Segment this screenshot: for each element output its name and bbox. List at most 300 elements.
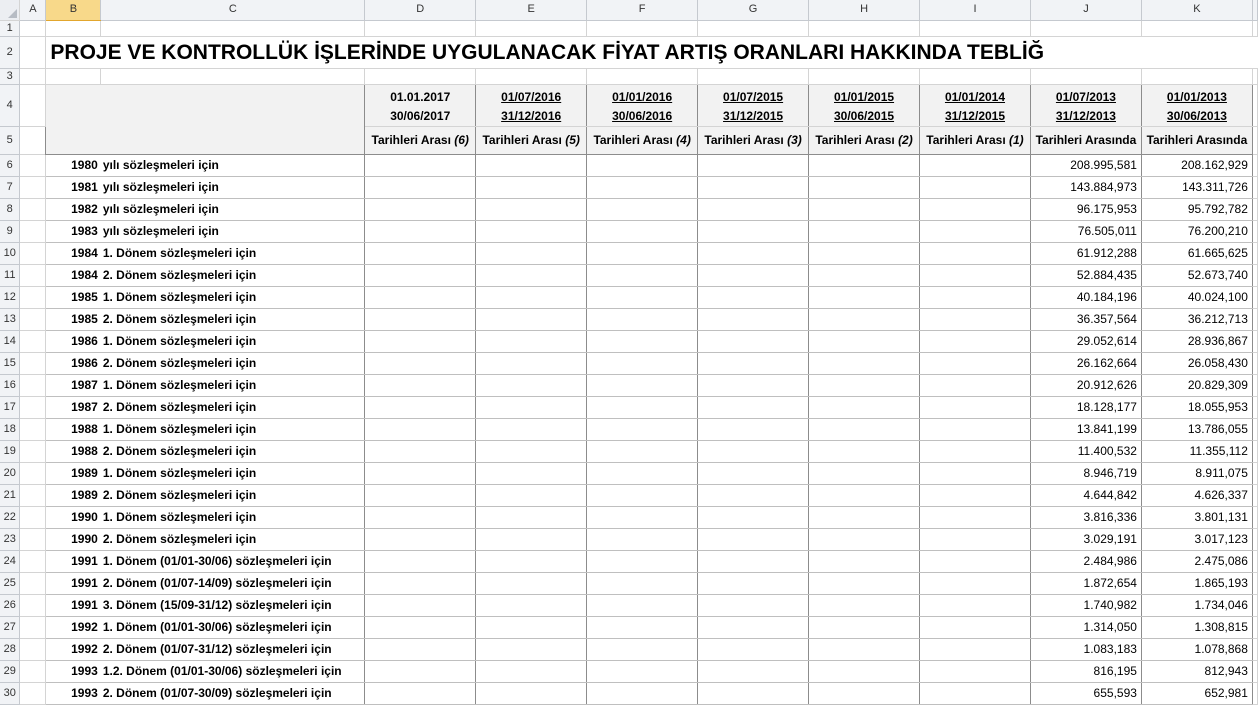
cell-value-j[interactable]: 8.946,719 (1030, 462, 1141, 484)
cell-empty-value[interactable] (698, 198, 809, 220)
cell-value-j[interactable]: 61.912,288 (1030, 242, 1141, 264)
cell-value-k[interactable]: 3.801,131 (1141, 506, 1252, 528)
row-header-22[interactable]: 22 (0, 506, 20, 528)
cell-blank[interactable] (809, 68, 920, 84)
cell-a[interactable] (20, 242, 46, 264)
cell-empty-value[interactable] (365, 506, 476, 528)
cell-empty-value[interactable] (587, 550, 698, 572)
cell-value-k[interactable]: 40.024,100 (1141, 286, 1252, 308)
cell-empty-value[interactable] (587, 572, 698, 594)
cell-empty-value[interactable] (809, 572, 920, 594)
select-all-corner[interactable] (0, 0, 20, 20)
cell-empty-value[interactable] (920, 396, 1031, 418)
cell-description[interactable]: 1. Dönem sözleşmeleri için (101, 374, 365, 396)
header-period-label-2[interactable] (476, 126, 587, 154)
cell-empty-value[interactable] (476, 506, 587, 528)
cell-description[interactable]: yılı sözleşmeleri için (101, 154, 365, 176)
header-period-label-4[interactable] (698, 126, 809, 154)
cell-empty-value[interactable] (365, 198, 476, 220)
cell-empty-value[interactable] (587, 638, 698, 660)
cell-description[interactable]: 1. Dönem sözleşmeleri için (101, 462, 365, 484)
row-header-7[interactable]: 7 (0, 176, 20, 198)
cell-empty-value[interactable] (365, 176, 476, 198)
cell-empty-value[interactable] (809, 550, 920, 572)
cell-blank[interactable] (920, 20, 1031, 36)
cell-value-k[interactable]: 208.162,929 (1141, 154, 1252, 176)
cell-value-k[interactable]: 143.311,726 (1141, 176, 1252, 198)
cell-empty-value[interactable] (698, 176, 809, 198)
cell-empty-value[interactable] (809, 660, 920, 682)
cell-empty-value[interactable] (809, 616, 920, 638)
cell-empty-value[interactable] (698, 572, 809, 594)
cell-empty-value[interactable] (920, 484, 1031, 506)
cell-empty-value[interactable] (920, 638, 1031, 660)
cell-empty-value[interactable] (587, 396, 698, 418)
cell-empty-value[interactable] (365, 330, 476, 352)
cell-empty-value[interactable] (476, 616, 587, 638)
cell-value-j[interactable]: 20.912,626 (1030, 374, 1141, 396)
cell-empty-value[interactable] (365, 572, 476, 594)
cell-empty-value[interactable] (365, 220, 476, 242)
cell-value-j[interactable]: 11.400,532 (1030, 440, 1141, 462)
column-header-h[interactable]: H (809, 0, 920, 20)
cell-empty-value[interactable] (365, 352, 476, 374)
cell-description[interactable]: 1. Dönem (01/01-30/06) sözleşmeleri için (101, 550, 365, 572)
cell-a2[interactable] (20, 36, 46, 68)
cell-empty-value[interactable] (476, 638, 587, 660)
row-header-14[interactable]: 14 (0, 330, 20, 352)
column-header-e[interactable]: E (476, 0, 587, 20)
cell-empty-value[interactable] (365, 594, 476, 616)
cell-value-j[interactable]: 208.995,581 (1030, 154, 1141, 176)
row-header-9[interactable]: 9 (0, 220, 20, 242)
cell-empty-value[interactable] (587, 616, 698, 638)
cell-year[interactable]: 1991 (46, 550, 101, 572)
cell-empty-value[interactable] (920, 550, 1031, 572)
column-header-b[interactable]: B (46, 0, 101, 20)
cell-empty-value[interactable] (365, 374, 476, 396)
cell-empty-value[interactable] (476, 220, 587, 242)
cell-empty-value[interactable] (365, 154, 476, 176)
cell-a[interactable] (20, 176, 46, 198)
cell-empty-value[interactable] (698, 220, 809, 242)
cell-empty-value[interactable] (809, 198, 920, 220)
cell-description[interactable]: yılı sözleşmeleri için (101, 198, 365, 220)
cell-description[interactable]: yılı sözleşmeleri için (101, 176, 365, 198)
cell-a[interactable] (20, 616, 46, 638)
cell-a[interactable] (20, 264, 46, 286)
cell-description[interactable]: 1. Dönem sözleşmeleri için (101, 418, 365, 440)
cell-empty-value[interactable] (365, 462, 476, 484)
row-header-29[interactable]: 29 (0, 660, 20, 682)
cell-empty-value[interactable] (587, 462, 698, 484)
cell-value-j[interactable]: 13.841,199 (1030, 418, 1141, 440)
cell-year[interactable]: 1980 (46, 154, 101, 176)
cell-empty-value[interactable] (476, 286, 587, 308)
cell-description[interactable]: 2. Dönem (01/07-31/12) sözleşmeleri için (101, 638, 365, 660)
cell-empty-value[interactable] (920, 220, 1031, 242)
cell-empty-value[interactable] (698, 242, 809, 264)
cell-value-k[interactable]: 812,943 (1141, 660, 1252, 682)
cell-empty-value[interactable] (476, 594, 587, 616)
cell-value-j[interactable]: 36.357,564 (1030, 308, 1141, 330)
cell-value-j[interactable]: 96.175,953 (1030, 198, 1141, 220)
cell-value-k[interactable]: 18.055,953 (1141, 396, 1252, 418)
cell-blank[interactable] (1252, 68, 1257, 84)
row-header-19[interactable]: 19 (0, 440, 20, 462)
cell-empty-value[interactable] (587, 506, 698, 528)
header-period-label-6[interactable] (920, 126, 1031, 154)
cell-description[interactable]: yılı sözleşmeleri için (101, 220, 365, 242)
cell-a[interactable] (20, 484, 46, 506)
cell-empty-value[interactable] (698, 308, 809, 330)
cell-empty-value[interactable] (587, 418, 698, 440)
cell-a[interactable] (20, 198, 46, 220)
cell-empty-value[interactable] (698, 330, 809, 352)
sheet-title[interactable]: PROJE VE KONTROLLÜK İŞLERİNDE UYGULANACAK FİYAT ARTIŞ ORANLARI HAKKINDA TEBLİĞ (46, 36, 1258, 68)
cell-description[interactable]: 3. Dönem (15/09-31/12) sözleşmeleri için (101, 594, 365, 616)
cell-empty-value[interactable] (587, 176, 698, 198)
cell-empty-value[interactable] (920, 286, 1031, 308)
header-blank-block[interactable] (46, 84, 365, 154)
cell-value-j[interactable]: 655,593 (1030, 682, 1141, 704)
cell-empty-value[interactable] (698, 616, 809, 638)
cell-blank[interactable] (587, 68, 698, 84)
cell-empty-value[interactable] (476, 374, 587, 396)
cell-value-j[interactable]: 4.644,842 (1030, 484, 1141, 506)
cell-year[interactable]: 1985 (46, 308, 101, 330)
cell-empty-value[interactable] (920, 528, 1031, 550)
cell-year[interactable]: 1987 (46, 396, 101, 418)
cell-value-k[interactable]: 28.936,867 (1141, 330, 1252, 352)
cell-empty-value[interactable] (365, 264, 476, 286)
cell-empty-value[interactable] (587, 220, 698, 242)
cell-description[interactable]: 2. Dönem sözleşmeleri için (101, 440, 365, 462)
row-header-10[interactable]: 10 (0, 242, 20, 264)
cell-value-k[interactable]: 1.734,046 (1141, 594, 1252, 616)
cell-value-j[interactable]: 18.128,177 (1030, 396, 1141, 418)
cell-empty-value[interactable] (698, 462, 809, 484)
cell-empty-value[interactable] (920, 330, 1031, 352)
header-period-label-7[interactable] (1030, 126, 1141, 154)
cell-year[interactable]: 1993 (46, 682, 101, 704)
cell-empty-value[interactable] (920, 176, 1031, 198)
cell-empty-value[interactable] (587, 330, 698, 352)
cell-blank[interactable] (20, 68, 46, 84)
row-header-15[interactable]: 15 (0, 352, 20, 374)
cell-value-j[interactable]: 76.505,011 (1030, 220, 1141, 242)
row-header-17[interactable]: 17 (0, 396, 20, 418)
cell-empty-value[interactable] (698, 682, 809, 704)
cell-a[interactable] (20, 286, 46, 308)
cell-value-j[interactable]: 52.884,435 (1030, 264, 1141, 286)
row-header-26[interactable]: 26 (0, 594, 20, 616)
row-header-11[interactable]: 11 (0, 264, 20, 286)
cell-value-k[interactable]: 1.308,815 (1141, 616, 1252, 638)
cell-empty-value[interactable] (698, 418, 809, 440)
column-header-f[interactable]: F (587, 0, 698, 20)
cell-empty-value[interactable] (920, 594, 1031, 616)
cell-description[interactable]: 1. Dönem (01/01-30/06) sözleşmeleri için (101, 616, 365, 638)
cell-value-k[interactable]: 4.626,337 (1141, 484, 1252, 506)
cell-empty-value[interactable] (920, 660, 1031, 682)
cell-blank[interactable] (1252, 20, 1257, 36)
cell-empty-value[interactable] (587, 264, 698, 286)
header-period-1[interactable] (365, 84, 476, 126)
cell-empty-value[interactable] (698, 638, 809, 660)
cell-year[interactable]: 1992 (46, 638, 101, 660)
cell-a[interactable] (20, 506, 46, 528)
cell-year[interactable]: 1982 (46, 198, 101, 220)
cell-empty-value[interactable] (698, 660, 809, 682)
cell-value-j[interactable]: 143.884,973 (1030, 176, 1141, 198)
cell-empty-value[interactable] (365, 484, 476, 506)
cell-blank[interactable] (46, 20, 101, 36)
cell-empty-value[interactable] (587, 660, 698, 682)
cell-empty-value[interactable] (920, 308, 1031, 330)
cell-empty-value[interactable] (809, 154, 920, 176)
cell-blank[interactable] (1141, 68, 1252, 84)
header-period-7[interactable] (1030, 84, 1141, 126)
cell-empty-value[interactable] (365, 396, 476, 418)
cell-description[interactable]: 1. Dönem sözleşmeleri için (101, 330, 365, 352)
cell-description[interactable]: 2. Dönem sözleşmeleri için (101, 396, 365, 418)
cell-year[interactable]: 1986 (46, 352, 101, 374)
cell-empty-value[interactable] (920, 418, 1031, 440)
header-period-2[interactable] (476, 84, 587, 126)
cell-value-k[interactable]: 2.475,086 (1141, 550, 1252, 572)
header-period-5[interactable] (809, 84, 920, 126)
cell-empty-value[interactable] (920, 242, 1031, 264)
column-header-c[interactable]: C (101, 0, 365, 20)
cell-empty-value[interactable] (809, 242, 920, 264)
cell-empty-value[interactable] (809, 330, 920, 352)
cell-empty-value[interactable] (476, 242, 587, 264)
cell-empty-value[interactable] (587, 308, 698, 330)
cell-value-k[interactable]: 20.829,309 (1141, 374, 1252, 396)
cell-empty-value[interactable] (587, 286, 698, 308)
cell-empty-value[interactable] (809, 308, 920, 330)
cell-value-k[interactable]: 11.355,112 (1141, 440, 1252, 462)
cell-a[interactable] (20, 418, 46, 440)
header-period-label-5[interactable] (809, 126, 920, 154)
cell-empty-value[interactable] (365, 660, 476, 682)
cell-empty-value[interactable] (587, 594, 698, 616)
cell-value-k[interactable]: 52.673,740 (1141, 264, 1252, 286)
cell-year[interactable]: 1990 (46, 506, 101, 528)
cell-empty-value[interactable] (920, 264, 1031, 286)
cell-empty-value[interactable] (476, 308, 587, 330)
cell-empty-value[interactable] (476, 528, 587, 550)
cell-a[interactable] (20, 660, 46, 682)
cell-empty-value[interactable] (809, 440, 920, 462)
cell-empty-value[interactable] (476, 176, 587, 198)
cell-empty-value[interactable] (809, 352, 920, 374)
cell-value-j[interactable]: 3.029,191 (1030, 528, 1141, 550)
cell-empty-value[interactable] (587, 154, 698, 176)
cell-description[interactable]: 2. Dönem (01/07-30/09) sözleşmeleri için (101, 682, 365, 704)
cell-value-j[interactable]: 816,195 (1030, 660, 1141, 682)
cell-value-k[interactable]: 1.865,193 (1141, 572, 1252, 594)
cell-value-k[interactable]: 76.200,210 (1141, 220, 1252, 242)
cell-year[interactable]: 1991 (46, 572, 101, 594)
row-header-20[interactable]: 20 (0, 462, 20, 484)
cell-description[interactable]: 2. Dönem sözleşmeleri için (101, 484, 365, 506)
cell-empty-value[interactable] (476, 550, 587, 572)
cell-value-j[interactable]: 1.314,050 (1030, 616, 1141, 638)
cell-blank[interactable] (1030, 20, 1141, 36)
column-header-k[interactable]: K (1141, 0, 1252, 20)
cell-year[interactable]: 1985 (46, 286, 101, 308)
cell-a[interactable] (20, 638, 46, 660)
cell-empty-value[interactable] (920, 616, 1031, 638)
cell-year[interactable]: 1992 (46, 616, 101, 638)
cell-value-k[interactable]: 95.792,782 (1141, 198, 1252, 220)
header-period-label-3[interactable] (587, 126, 698, 154)
cell-blank[interactable] (365, 20, 476, 36)
row-header-30[interactable]: 30 (0, 682, 20, 704)
cell-empty-value[interactable] (809, 418, 920, 440)
cell-year[interactable]: 1991 (46, 594, 101, 616)
cell-a[interactable] (20, 154, 46, 176)
row-header-23[interactable]: 23 (0, 528, 20, 550)
cell-empty-value[interactable] (476, 660, 587, 682)
cell-empty-value[interactable] (365, 550, 476, 572)
row-header-4[interactable]: 4 (0, 84, 20, 126)
cell-description[interactable]: 1. Dönem sözleşmeleri için (101, 286, 365, 308)
header-period-3[interactable] (587, 84, 698, 126)
cell-blank[interactable] (46, 68, 101, 84)
cell-empty-value[interactable] (698, 550, 809, 572)
cell-empty-value[interactable] (476, 154, 587, 176)
cell-empty-value[interactable] (476, 264, 587, 286)
header-period-6[interactable] (920, 84, 1031, 126)
cell-empty-value[interactable] (365, 440, 476, 462)
cell-empty-value[interactable] (365, 638, 476, 660)
cell-empty-value[interactable] (920, 440, 1031, 462)
cell-empty-value[interactable] (698, 396, 809, 418)
cell-empty-value[interactable] (476, 484, 587, 506)
cell-description[interactable]: 1.2. Dönem (01/01-30/06) sözleşmeleri için (101, 660, 365, 682)
cell-a[interactable] (20, 330, 46, 352)
cell-empty-value[interactable] (476, 572, 587, 594)
row-header-3[interactable]: 3 (0, 68, 20, 84)
cell-year[interactable]: 1990 (46, 528, 101, 550)
cell-year[interactable]: 1981 (46, 176, 101, 198)
header-period-4[interactable] (698, 84, 809, 126)
cell-empty-value[interactable] (809, 176, 920, 198)
cell-value-j[interactable]: 1.872,654 (1030, 572, 1141, 594)
cell-empty-value[interactable] (698, 594, 809, 616)
row-header-5[interactable]: 5 (0, 126, 20, 154)
cell-year[interactable]: 1987 (46, 374, 101, 396)
column-header-i[interactable]: I (920, 0, 1031, 20)
cell-value-k[interactable]: 26.058,430 (1141, 352, 1252, 374)
header-period-label-8[interactable] (1141, 126, 1252, 154)
cell-value-k[interactable]: 1.078,868 (1141, 638, 1252, 660)
cell-value-j[interactable]: 1.740,982 (1030, 594, 1141, 616)
cell-empty-value[interactable] (809, 682, 920, 704)
cell-empty-value[interactable] (809, 264, 920, 286)
row-header-2[interactable]: 2 (0, 36, 20, 68)
cell-year[interactable]: 1989 (46, 462, 101, 484)
cell-value-k[interactable]: 61.665,625 (1141, 242, 1252, 264)
row-header-25[interactable]: 25 (0, 572, 20, 594)
cell-empty-value[interactable] (587, 352, 698, 374)
cell-year[interactable]: 1993 (46, 660, 101, 682)
cell-description[interactable]: 2. Dönem sözleşmeleri için (101, 352, 365, 374)
cell-empty-value[interactable] (920, 198, 1031, 220)
cell-empty-value[interactable] (587, 484, 698, 506)
cell-blank[interactable] (587, 20, 698, 36)
cell-empty-value[interactable] (809, 594, 920, 616)
cell-empty-value[interactable] (476, 682, 587, 704)
row-header-27[interactable]: 27 (0, 616, 20, 638)
row-header-1[interactable]: 1 (0, 20, 20, 36)
cell-empty-value[interactable] (698, 352, 809, 374)
cell-empty-value[interactable] (698, 440, 809, 462)
cell-blank[interactable] (476, 20, 587, 36)
column-header-d[interactable]: D (365, 0, 476, 20)
cell-blank[interactable] (1030, 68, 1141, 84)
cell-empty-value[interactable] (587, 374, 698, 396)
cell-year[interactable]: 1984 (46, 242, 101, 264)
cell-empty-value[interactable] (698, 264, 809, 286)
cell-empty-value[interactable] (365, 242, 476, 264)
cell-empty-value[interactable] (365, 308, 476, 330)
cell-empty-value[interactable] (365, 418, 476, 440)
row-header-16[interactable]: 16 (0, 374, 20, 396)
header-period-8[interactable] (1141, 84, 1252, 126)
cell-a[interactable] (20, 374, 46, 396)
cell-empty-value[interactable] (920, 462, 1031, 484)
cell-a[interactable] (20, 550, 46, 572)
cell-blank[interactable] (365, 68, 476, 84)
cell-a[interactable] (20, 396, 46, 418)
cell-blank[interactable] (101, 20, 365, 36)
cell-value-k[interactable]: 36.212,713 (1141, 308, 1252, 330)
cell-blank[interactable] (101, 68, 365, 84)
column-header-g[interactable]: G (698, 0, 809, 20)
cell-description[interactable]: 2. Dönem (01/07-14/09) sözleşmeleri için (101, 572, 365, 594)
cell-a[interactable] (20, 594, 46, 616)
cell-a[interactable] (20, 308, 46, 330)
cell-empty-value[interactable] (365, 528, 476, 550)
cell-value-k[interactable]: 652,981 (1141, 682, 1252, 704)
cell-blank[interactable] (698, 20, 809, 36)
cell-empty-value[interactable] (920, 506, 1031, 528)
row-header-18[interactable]: 18 (0, 418, 20, 440)
cell-blank[interactable] (920, 68, 1031, 84)
cell-description[interactable]: 1. Dönem sözleşmeleri için (101, 242, 365, 264)
cell-a[interactable] (20, 220, 46, 242)
cell-blank[interactable] (1141, 20, 1252, 36)
cell-empty-value[interactable] (698, 528, 809, 550)
cell-a[interactable] (20, 462, 46, 484)
cell-year[interactable]: 1986 (46, 330, 101, 352)
cell-empty-value[interactable] (365, 616, 476, 638)
cell-year[interactable]: 1988 (46, 440, 101, 462)
cell-a5[interactable] (20, 126, 46, 154)
cell-empty-value[interactable] (698, 286, 809, 308)
column-header-a[interactable]: A (20, 0, 46, 20)
cell-value-j[interactable]: 40.184,196 (1030, 286, 1141, 308)
cell-empty-value[interactable] (476, 330, 587, 352)
cell-empty-value[interactable] (476, 198, 587, 220)
cell-empty-value[interactable] (587, 242, 698, 264)
cell-blank[interactable] (476, 68, 587, 84)
cell-a[interactable] (20, 528, 46, 550)
